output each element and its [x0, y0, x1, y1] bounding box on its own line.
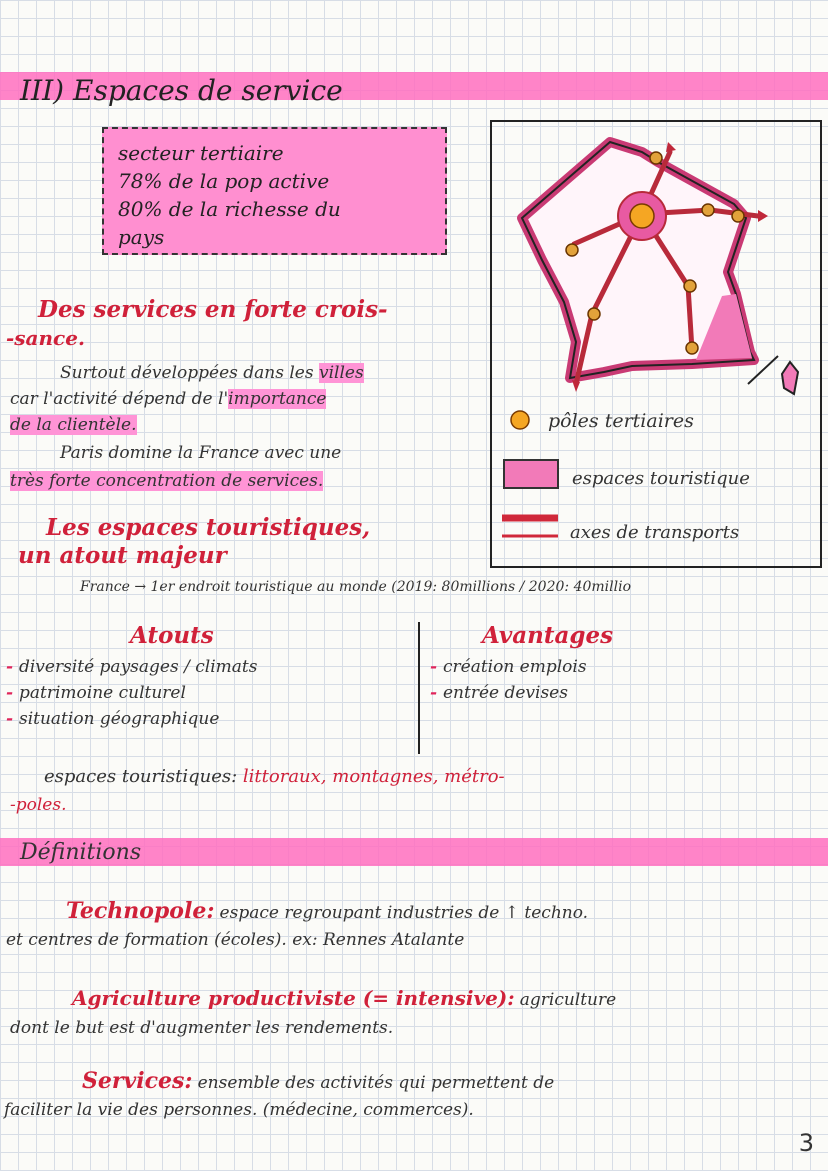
definitions-heading: Définitions [20, 840, 142, 865]
def-agriculture: Agriculture productiviste (= intensive): agriculture [72, 986, 617, 1010]
avantages-item-1: - création emplois [430, 657, 587, 677]
legend-tourism-label: espaces touristique [572, 468, 750, 489]
legend-tourism-icon [504, 460, 558, 488]
services-para-line-1: Surtout développées dans les villes [60, 363, 364, 383]
tertiary-line-2: 78% de la pop active [118, 169, 330, 193]
tertiary-line-3: 80% de la richesse du [118, 197, 341, 221]
legend-poles-label: pôles tertiaires [548, 410, 694, 432]
def-services: Services: ensemble des activités qui permettent de [82, 1068, 555, 1094]
legend-pole-icon [511, 411, 529, 429]
legend-axes-label: axes de transports [570, 522, 740, 543]
services-para-line-4: Paris domine la France avec une [60, 443, 342, 463]
tourism-heading-2: un atout majeur [18, 542, 227, 569]
services-heading-2: -sance. [6, 326, 85, 350]
page-number: 3 [798, 1129, 814, 1157]
espaces-line: espaces touristiques: littoraux, montagnes, métro- [44, 766, 505, 787]
france-map-box [490, 120, 822, 568]
highlight-villes: villes [318, 363, 364, 383]
tertiary-sector-box [102, 127, 447, 255]
avantages-item-2: - entrée devises [430, 683, 568, 703]
corsica [782, 362, 798, 394]
highlight-concentration: très forte concentration de services. [10, 471, 324, 491]
tertiary-line-4: pays [118, 225, 165, 249]
atouts-item-3: - situation géographique [6, 709, 220, 729]
def-technopole: Technopole: espace regroupant industries de ↑ techno. [66, 898, 589, 924]
def-agriculture-line-2: dont le but est d'augmenter les rendements. [10, 1018, 394, 1038]
services-heading-1: Des services en forte crois- [38, 296, 388, 323]
atouts-heading: Atouts [130, 622, 214, 649]
page-title: III) Espaces de service [20, 74, 343, 107]
def-technopole-line-2: et centres de formation (écoles). ex: Rennes Atalante [6, 930, 465, 950]
tourism-stat: France → 1er endroit touristique au monde (2019: 80millions / 2020: 40millio [80, 579, 632, 595]
highlight-clientele: de la clientèle. [10, 415, 137, 435]
def-services-line-2: faciliter la vie des personnes. (médecine, commerces). [4, 1100, 474, 1120]
france-map [492, 122, 820, 566]
tertiary-line-1: secteur tertiaire [118, 141, 284, 165]
tourism-heading-1: Les espaces touristiques, [46, 514, 371, 541]
espaces-line-tail: -poles. [10, 795, 67, 815]
services-para-line-3 [10, 412, 137, 438]
column-divider [418, 622, 420, 754]
services-para-line-2: car l'activité dépend de l'importance [10, 389, 327, 409]
avantages-heading: Avantages [482, 622, 614, 649]
atouts-item-2: - patrimoine culturel [6, 683, 186, 703]
services-para-line-5 [10, 468, 323, 494]
highlight-importance: importance [228, 389, 327, 409]
atouts-item-1: - diversité paysages / climats [6, 657, 258, 677]
